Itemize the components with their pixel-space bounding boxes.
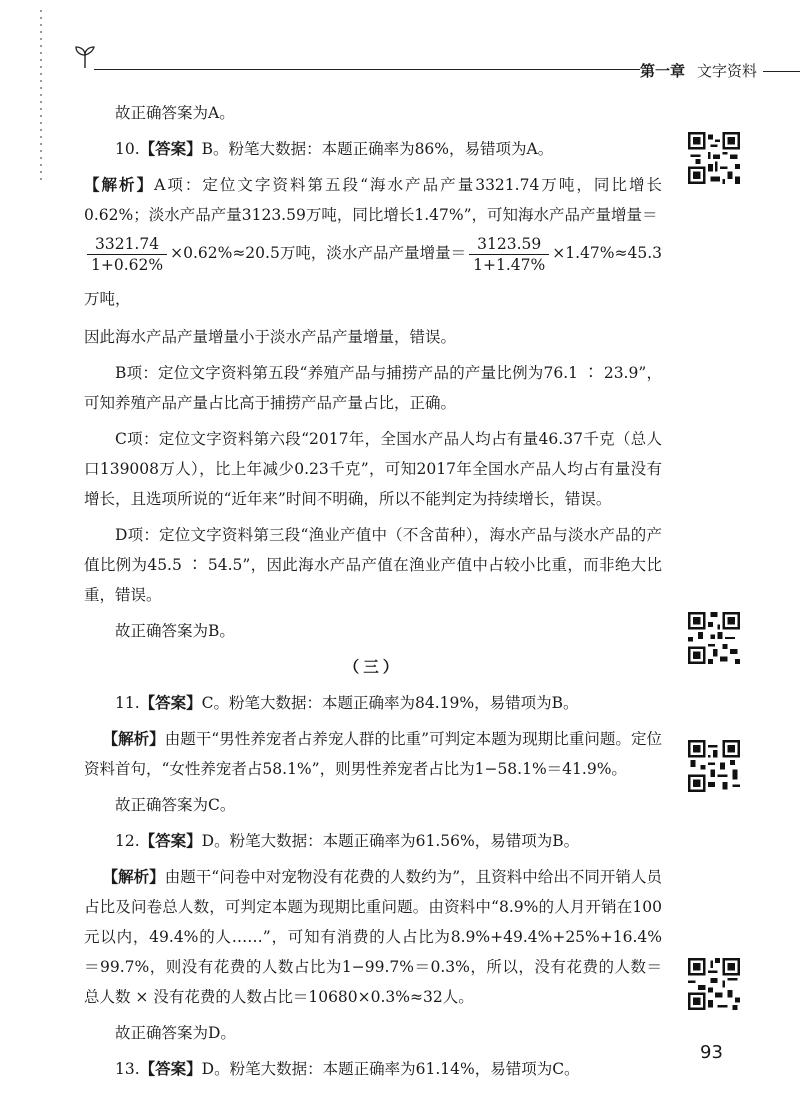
q12-answer [84,826,662,856]
analysis-text: ×0.62%≈20.5万吨，淡水产品产量增量＝ [170,244,467,262]
question-number: 12. [115,832,140,850]
fraction-denominator: 1+1.47% [473,255,546,274]
answer-text: C。粉笔大数据：本题正确率为84.19%，易错项为B。 [201,694,579,712]
header-tail-rule [763,71,800,72]
q13-answer [84,1054,662,1084]
chapter-title: 文字资料 [697,62,758,80]
analysis-text: 由题干“男性养宠者占养宠人群的比重”可判定本题为现期比重问题。定位资料首句，“女性养宠者占58.1%”，则男性养宠者占比为1−58.1%＝41.9%。 [84,730,662,778]
analysis-text: 由题干“问卷中对宠物没有花费的人数约为”，且资料中给出不同开销人员占比及问卷总人数，可判定本题为现期比重问题。由资料中“8.9%的人月开销在100元以内，49.4%的人……”，可知有消费的人占比为8.9%+49.4%+25%+16.4%＝99.7%，则没有花费的人数占比为1−99.7%＝0.3%，所以，没有花费的人数＝总人数 × 没有花费的人数占比＝10680×0.3%≈32人。 [84,868,662,1006]
header-rule [94,69,640,70]
question-number: 11. [115,694,140,712]
answer-tag: 【答案】 [139,139,202,158]
q10-analysis-a [84,170,662,230]
question-number: 13. [115,1060,140,1078]
fraction-numerator: 3123.59 [469,234,549,255]
q11-conclusion: 故正确答案为C。 [115,796,236,814]
fraction-denominator: 1+0.62% [91,255,164,274]
answer-text: B。粉笔大数据：本题正确率为86%，易错项为A。 [201,140,554,158]
sprout-icon [72,44,98,70]
chapter-number: 第一章 [640,62,686,80]
answer-tag: 【答案】 [139,831,202,850]
answer-tag: 【答案】 [139,1059,202,1078]
margin-binding-marks [40,10,42,180]
fraction-numerator: 3321.74 [87,234,167,255]
page-number: 93 [700,1042,723,1063]
page-header [0,0,800,90]
q11-answer [84,688,662,718]
q10-conclusion: 故正确答案为B。 [115,622,235,640]
q10-analysis-c: C项：定位文字资料第六段“2017年，全国水产品人均占有量46.37千克（总人口139008万人），比上年减少0.23千克”，可知2017年全国水产品人均占有量没有增长，且选项所说的“近年来”时间不明确，所以不能判定为持续增长，错误。 [84,430,662,508]
analysis-tag: 【解析】 [102,867,165,886]
qr-code-icon[interactable] [688,958,740,1010]
q10-answer [84,134,662,164]
q12-conclusion: 故正确答案为D。 [115,1024,236,1042]
fraction [87,234,167,275]
answer-text: D。粉笔大数据：本题正确率为61.56%，易错项为B。 [201,832,580,850]
q10-analysis-a-end: 因此海水产品产量增量小于淡水产品产量增量，错误。 [84,328,457,346]
fraction [469,234,549,275]
q11-analysis [84,724,662,784]
section-title: （三） [343,657,403,676]
chapter-heading [640,60,800,81]
analysis-text: A项：定位文字资料第五段“海水产品产量3321.74万吨，同比增长0.62%；淡水产品产量3123.59万吨，同比增长1.47%”，可知海水产品产量增量＝ [84,176,662,224]
question-number: 10. [115,140,140,158]
q12-analysis [84,862,662,1012]
qr-code-icon[interactable] [688,132,740,184]
answer-tag: 【答案】 [139,693,202,712]
q10-analysis-d: D项：定位文字资料第三段“渔业产值中（不含苗种），海水产品与淡水产品的产值比例为45.5 ∶ 54.5”，因此海水产品产值在渔业产值中占较小比重，而非绝大比重，错误。 [84,526,662,604]
answer-text: D。粉笔大数据：本题正确率为61.14%，易错项为C。 [201,1060,580,1078]
analysis-text: ×1.47%≈45.3万吨， [84,244,662,308]
qr-code-icon[interactable] [688,740,740,792]
answer-conclusion: 故正确答案为A。 [115,104,235,122]
qr-code-icon[interactable] [688,612,740,664]
analysis-tag: 【解析】 [102,729,165,748]
q10-analysis-formula [84,230,662,322]
q10-analysis-b: B项：定位文字资料第五段“养殖产品与捕捞产品的产量比例为76.1 ∶ 23.9”，可知养殖产品产量占比高于捕捞产品产量占比，正确。 [84,364,662,412]
answer-explanations [84,98,662,1090]
analysis-tag: 【解析】 [84,175,155,194]
